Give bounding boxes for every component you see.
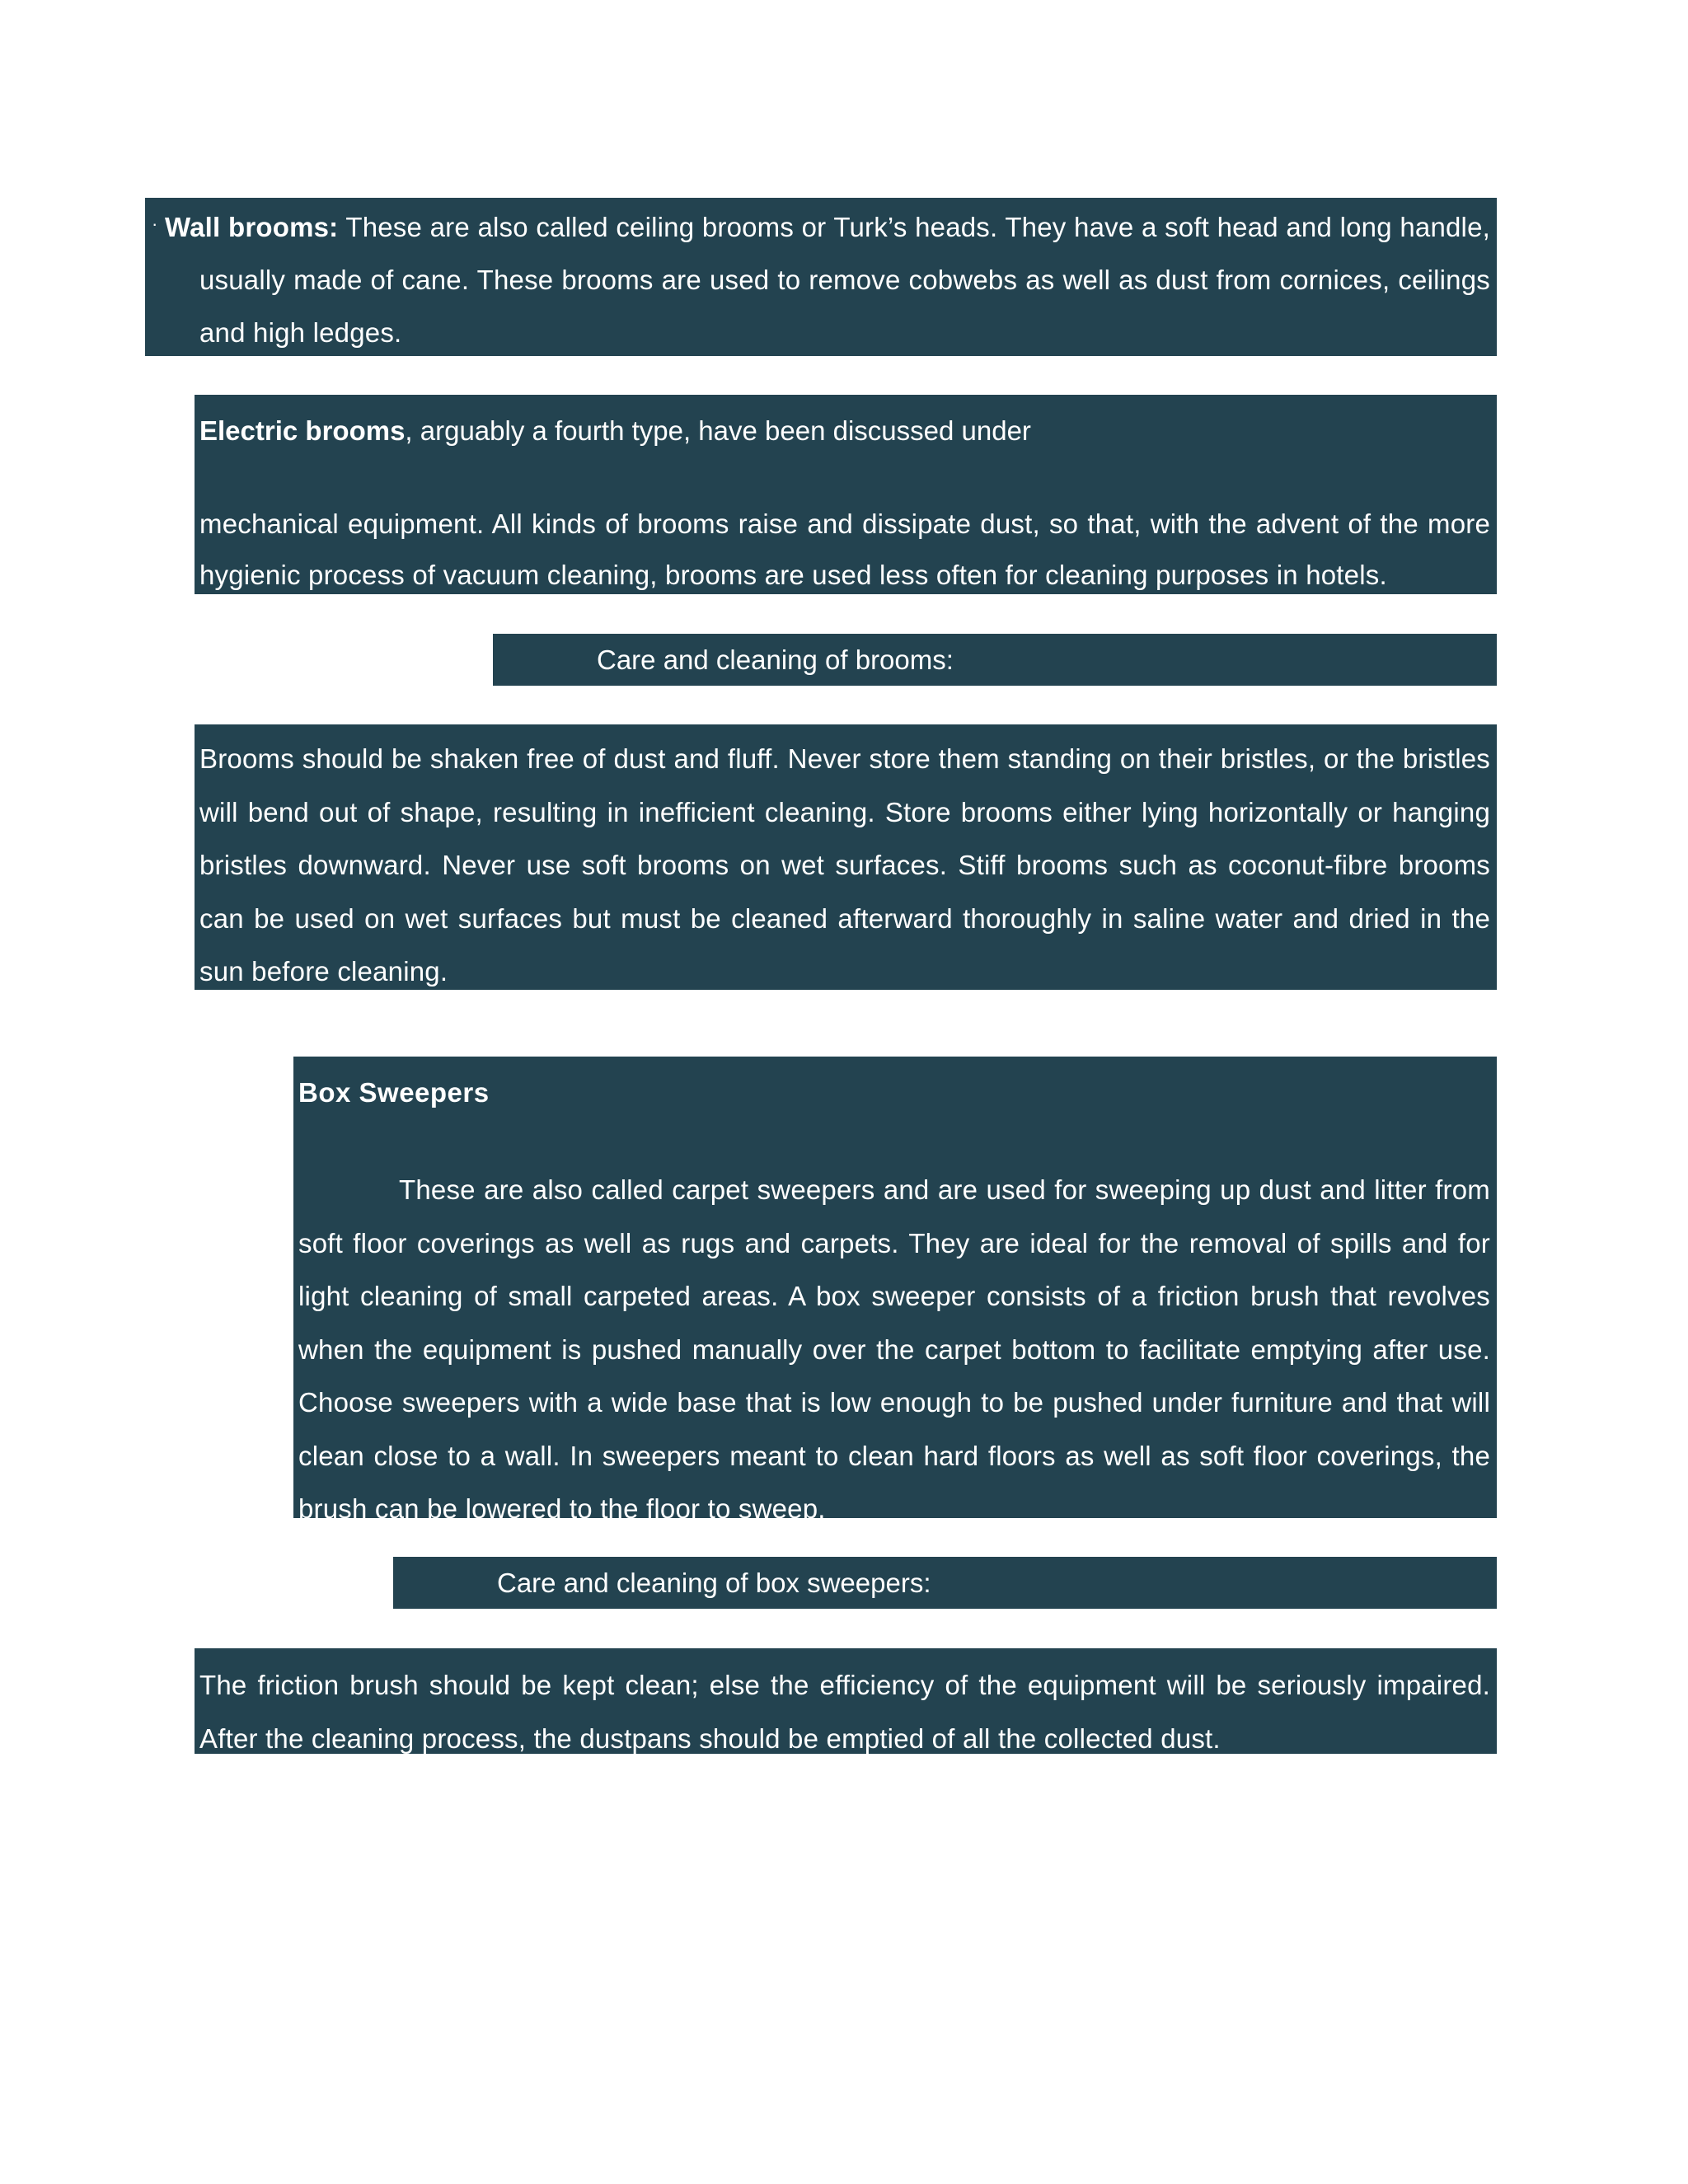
brooms-care-paragraph: Brooms should be shaken free of dust and fluff. Never store them standing on their bristles, or the bristles will bend out of shape, resulting in inefficient cleaning. Store brooms either lying horizontally or hanging bristles downward. Never use soft brooms on wet surfaces. Stiff brooms such as coconut-fibre brooms can be used on wet surfaces but must be cleaned afterward thoroughly in saline water and dried in the sun before cleaning. bbox=[199, 743, 1490, 987]
electric-brooms-paragraph: mechanical equipment. All kinds of brooms raise and dissipate dust, so that, with the advent of the more hygienic process of vacuum cleaning, brooms are used less often for cleaning purposes in hotels. bbox=[199, 509, 1490, 590]
box-sweepers-paragraph bbox=[298, 1164, 1490, 1536]
brooms-care-heading: Care and cleaning of brooms: bbox=[597, 644, 954, 675]
box-sweepers-text: These are also called carpet sweepers and are used for sweeping up dust and litter from soft floor coverings as well as rugs and carpets. They are ideal for the removal of spills and for light cleaning of small carpeted areas. A box sweeper consists of a friction brush that revolves when the equipment is pushed manually over the carpet bottom to facilitate emptying after use. Choose sweepers with a wide base that is low enough to be pushed under furniture and that will clean close to a wall. In sweepers meant to clean hard floors as well as soft floor coverings, the brush can be lowered to the floor to sweep. bbox=[298, 1174, 1490, 1524]
wall-brooms-paragraph bbox=[165, 201, 1490, 359]
electric-brooms-term: Electric brooms bbox=[199, 415, 406, 446]
bullet-icon: · bbox=[152, 213, 158, 234]
box-sweepers-care-heading-block bbox=[393, 1557, 1497, 1609]
wall-brooms-section bbox=[145, 198, 1497, 356]
electric-brooms-first-line bbox=[199, 411, 1031, 451]
box-sweepers-title: Box Sweepers bbox=[298, 1077, 490, 1108]
box-sweepers-section bbox=[293, 1057, 1497, 1524]
box-sweepers-care-paragraph: The friction brush should be kept clean; else the efficiency of the equipment will be seriously impaired. After the cleaning process, the dustpans should be emptied of all the collected dust. bbox=[199, 1670, 1490, 1754]
box-sweepers-care-heading: Care and cleaning of box sweepers: bbox=[497, 1568, 931, 1598]
electric-brooms-section bbox=[195, 395, 1497, 594]
box-sweepers-care-section bbox=[195, 1648, 1497, 1754]
wall-brooms-term: Wall brooms: bbox=[165, 212, 339, 242]
electric-brooms-first-line-text: , arguably a fourth type, have been discussed under bbox=[405, 415, 1031, 446]
brooms-care-heading-block bbox=[493, 634, 1497, 686]
wall-brooms-text: These are also called ceiling brooms or Turk’s heads. They have a soft head and long handle, usually made of cane. These brooms are used to remove cobwebs as well as dust from cornices, ceilings and high ledges. bbox=[199, 212, 1490, 348]
brooms-care-section bbox=[195, 724, 1497, 990]
